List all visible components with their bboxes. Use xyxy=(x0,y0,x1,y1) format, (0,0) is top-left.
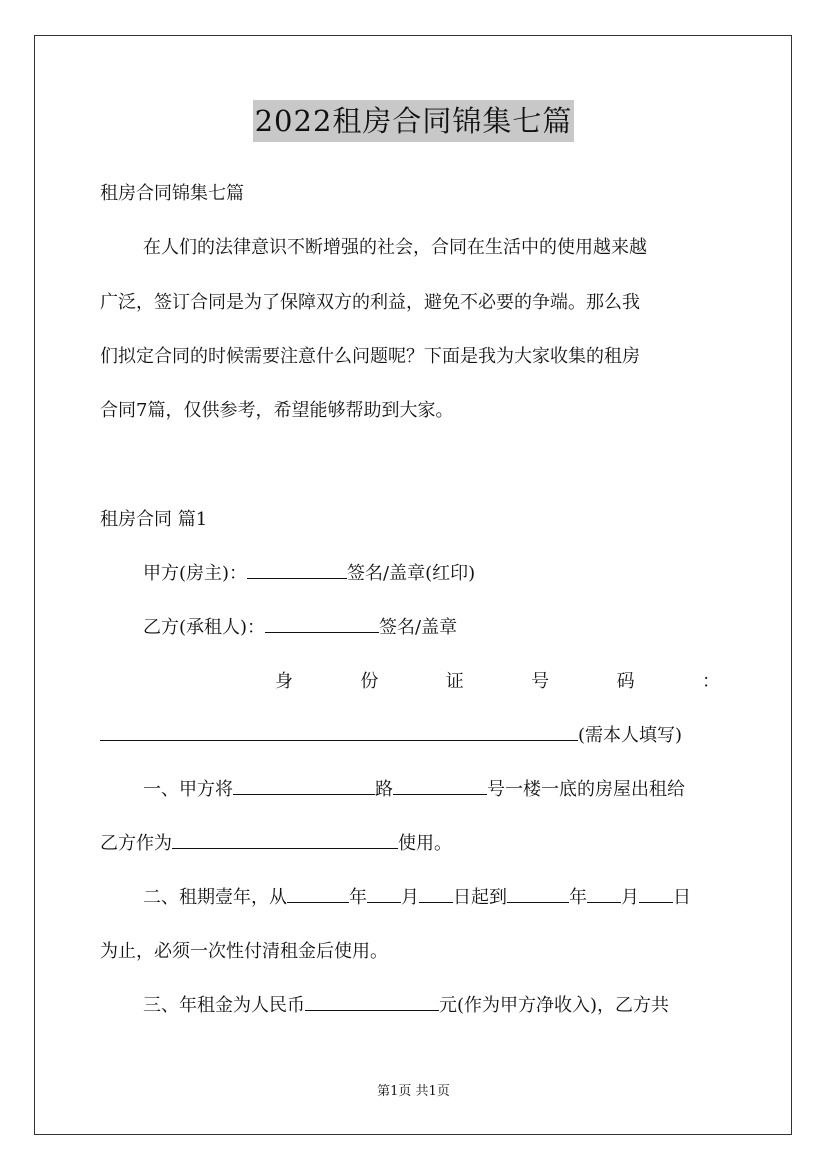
document-title: 2022租房合同锦集七篇 xyxy=(253,100,575,142)
party-b-blank[interactable] xyxy=(265,614,379,633)
number-blank[interactable] xyxy=(393,776,487,795)
clause-3-text: 元(作为甲方净收入)，乙方共 xyxy=(439,995,670,1016)
start-year-blank[interactable] xyxy=(287,884,349,903)
clause-1-text: 使用。 xyxy=(398,833,452,854)
id-label-char: 份 xyxy=(360,671,379,692)
party-a-blank[interactable] xyxy=(247,560,347,579)
intro-line-1: 在人们的法律意识不断增强的社会，合同在生活中的使用越来越 xyxy=(143,237,647,258)
clause-1-text: 一、甲方将 xyxy=(143,779,233,800)
id-number-label xyxy=(100,668,720,696)
party-b-label: 乙方(承租人)： xyxy=(143,617,266,638)
id-label-char: ： xyxy=(701,671,720,692)
clause-1-line-2 xyxy=(100,830,452,858)
party-a-suffix: 签名/盖章(红印) xyxy=(347,563,476,584)
party-a-label: 甲方(房主)： xyxy=(143,563,248,584)
clause-2-text: 月 xyxy=(621,887,639,908)
clause-1-line-1 xyxy=(143,776,685,804)
id-number-line xyxy=(100,722,682,750)
intro-line-3: 们拟定合同的时候需要注意什么问题呢？下面是我为大家收集的租房 xyxy=(100,346,640,367)
id-number-blank[interactable] xyxy=(100,722,578,741)
clause-2-text: 日起到 xyxy=(453,887,507,908)
id-label-char: 码 xyxy=(616,671,635,692)
clause-1-text: 路 xyxy=(375,779,393,800)
clause-2-text: 二、租期壹年，从 xyxy=(143,887,287,908)
start-day-blank[interactable] xyxy=(419,884,453,903)
road-blank[interactable] xyxy=(233,776,375,795)
page-footer: 第1页 共1页 xyxy=(377,1084,450,1099)
clause-2-text: 年 xyxy=(349,887,367,908)
party-a-line xyxy=(143,560,475,588)
id-label-char: 身 xyxy=(275,671,293,692)
end-month-blank[interactable] xyxy=(587,884,621,903)
id-label-char: 号 xyxy=(531,671,550,692)
clause-2-line-1 xyxy=(143,884,691,912)
party-b-suffix: 签名/盖章 xyxy=(379,617,458,638)
intro-line-4: 合同7篇，仅供参考，希望能够帮助到大家。 xyxy=(100,400,454,421)
start-month-blank[interactable] xyxy=(367,884,401,903)
clause-1-text: 乙方作为 xyxy=(100,833,172,854)
party-b-line xyxy=(143,614,457,642)
clause-1-text: 号一楼一底的房屋出租给 xyxy=(487,779,685,800)
usage-blank[interactable] xyxy=(172,830,398,849)
end-day-blank[interactable] xyxy=(639,884,673,903)
rent-amount-blank[interactable] xyxy=(305,992,439,1011)
subtitle: 租房合同锦集七篇 xyxy=(100,183,244,204)
section-heading: 租房合同 篇1 xyxy=(100,509,208,530)
clause-3-text: 三、年租金为人民币 xyxy=(143,995,305,1016)
clause-2-line-2: 为止，必须一次性付清租金后使用。 xyxy=(100,941,388,962)
clause-3-line-1 xyxy=(143,992,669,1020)
end-year-blank[interactable] xyxy=(507,884,569,903)
clause-2-text: 日 xyxy=(673,887,691,908)
clause-2-text: 年 xyxy=(569,887,587,908)
id-label-char: 证 xyxy=(445,671,464,692)
clause-2-text: 月 xyxy=(401,887,419,908)
intro-line-2: 广泛，签订合同是为了保障双方的利益，避免不必要的争端。那么我 xyxy=(100,292,640,313)
id-suffix: (需本人填写) xyxy=(578,725,683,746)
